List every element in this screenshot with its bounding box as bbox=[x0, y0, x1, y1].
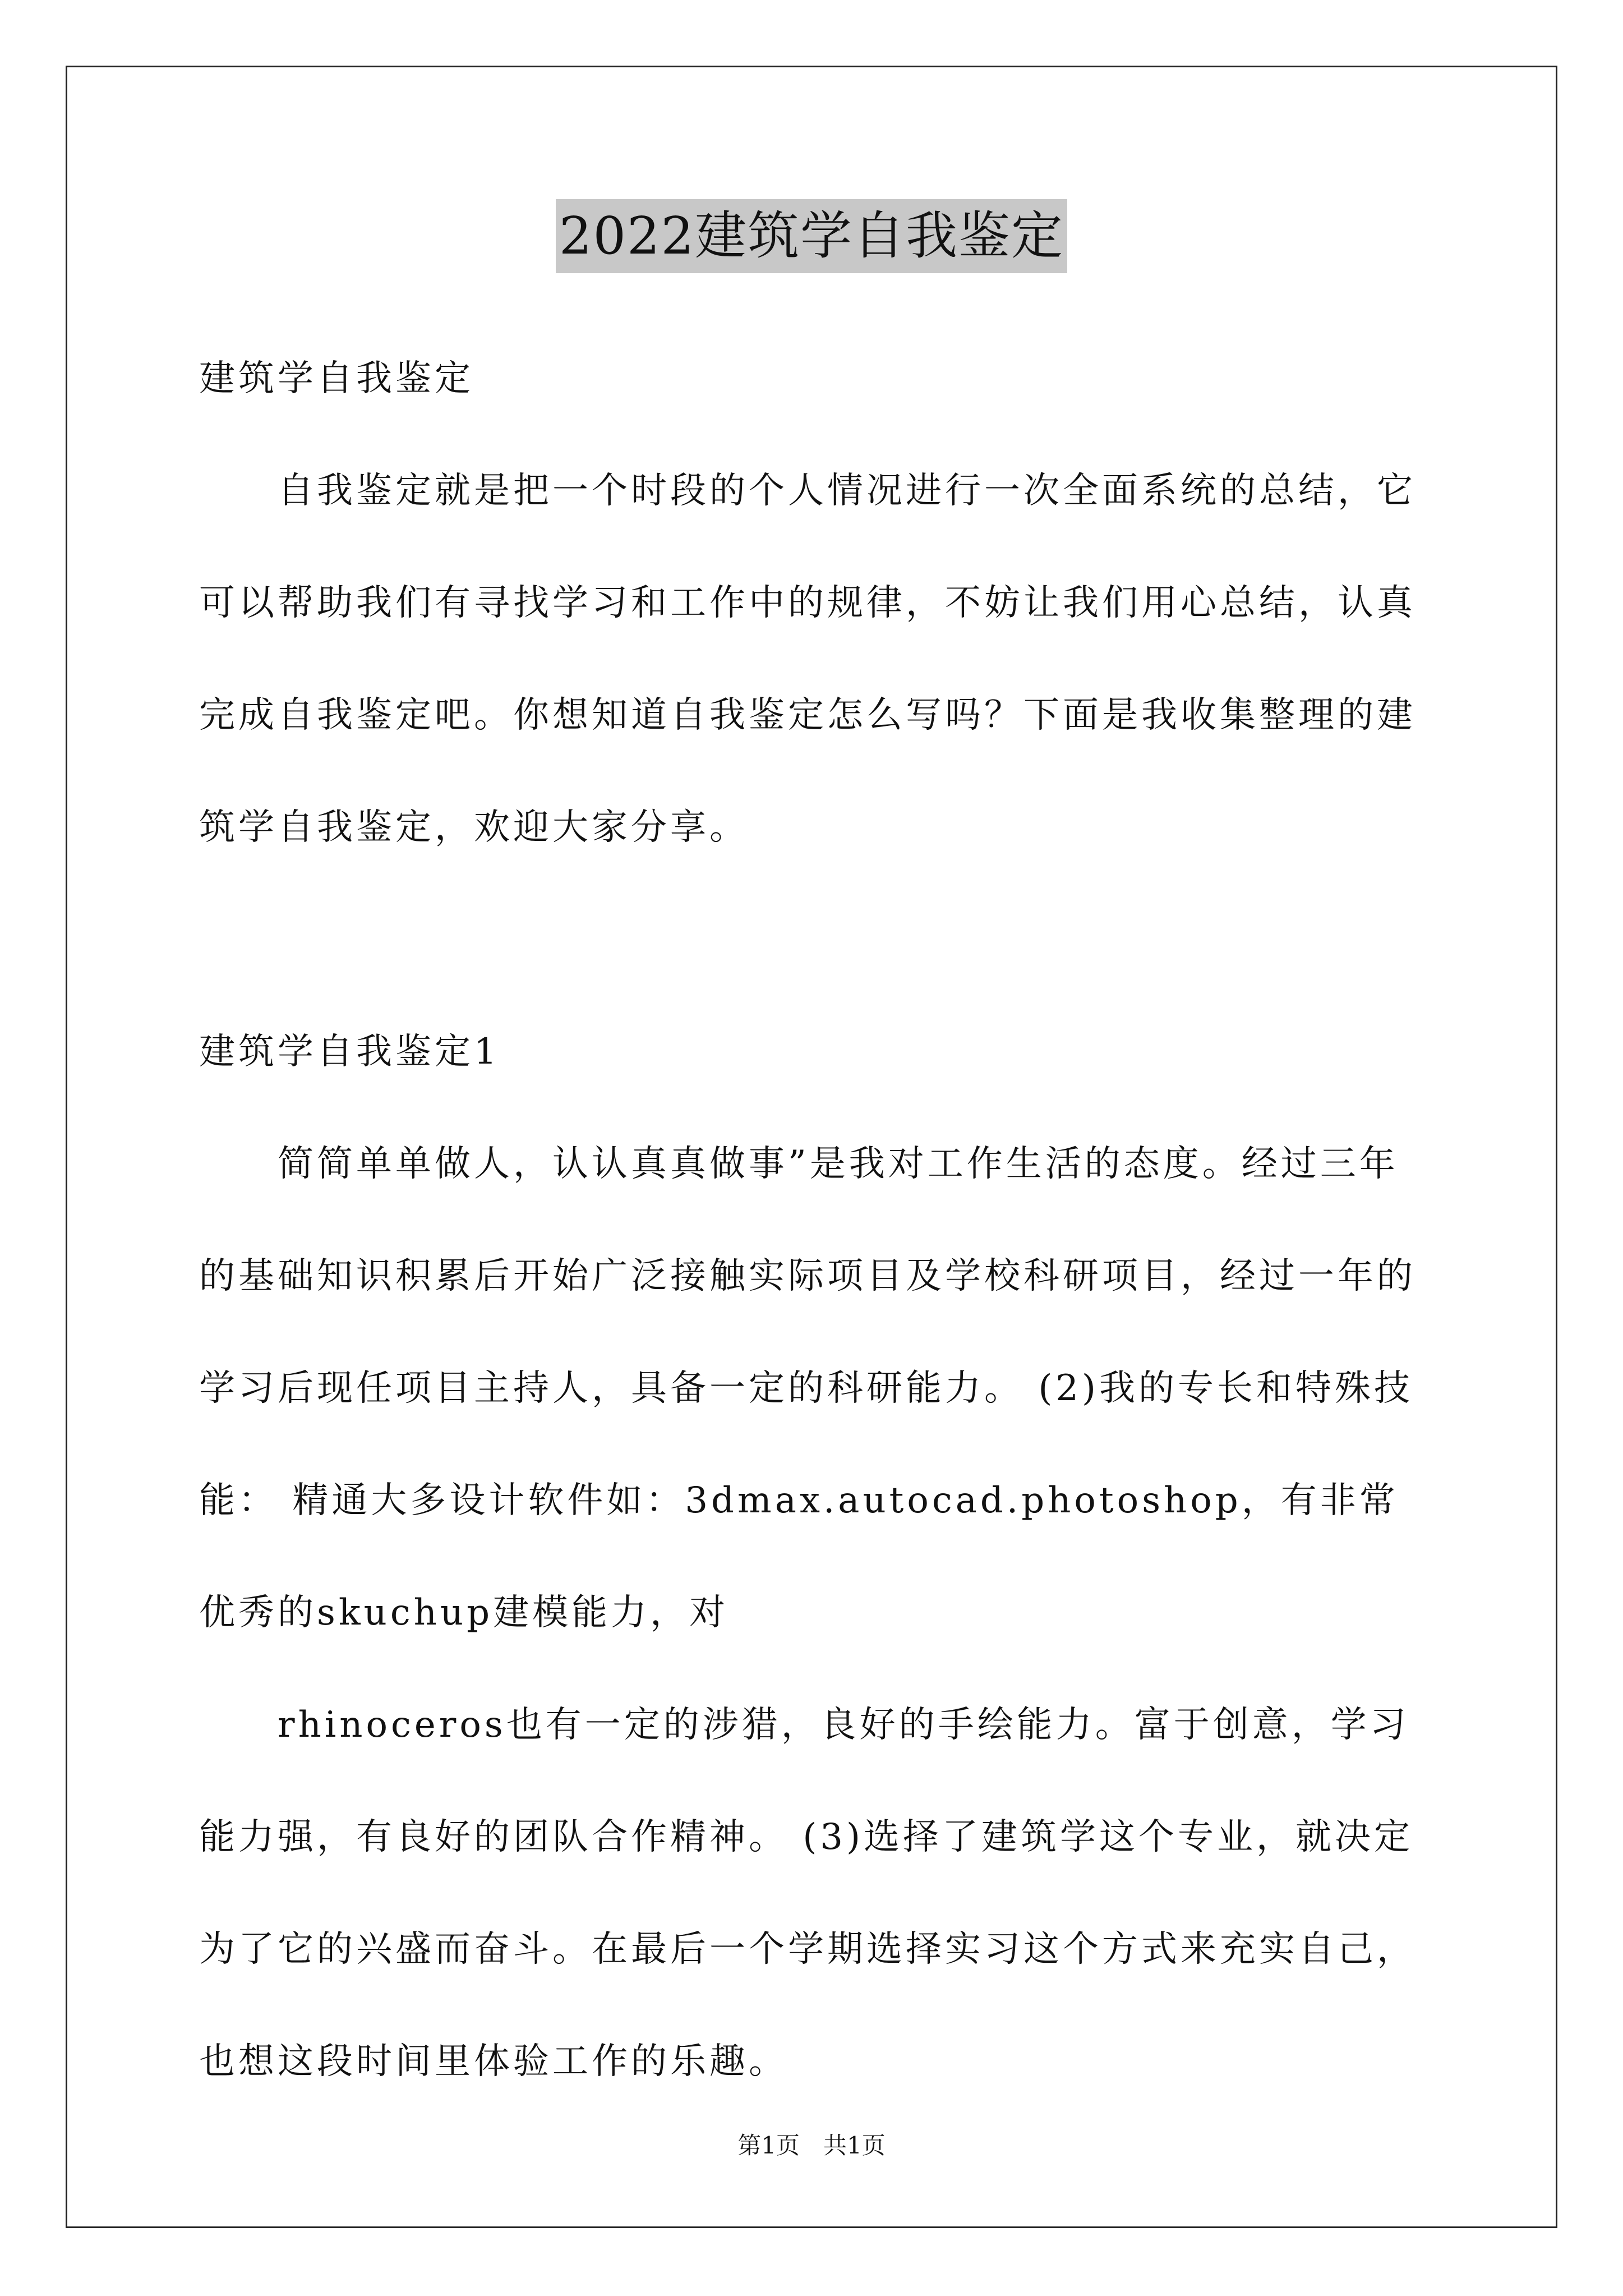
intro-heading: 建筑学自我鉴定 bbox=[199, 358, 474, 399]
document-title: 2022建筑学自我鉴定 bbox=[556, 199, 1067, 273]
section1-paragraph-2: rhinoceros也有一定的涉猎，良好的手绘能力。富于创意，学习能力强，有良好的团队合作精神。 (3)选择了建筑学这个专业，就决定为了它的兴盛而奋斗。在最后一个学期选择实习这个方式来充实自己，也想这段时间里体验工作的乐趣。 bbox=[199, 1704, 1416, 2082]
document-body bbox=[199, 323, 1433, 2118]
page-footer: 第1页 共1页 bbox=[737, 2132, 886, 2159]
title-container bbox=[0, 199, 1623, 273]
section-spacer bbox=[199, 884, 1433, 996]
section1-heading: 建筑学自我鉴定1 bbox=[199, 1031, 500, 1073]
section1-paragraph-1: 简简单单做人，认认真真做事”是我对工作生活的态度。经过三年的基础知识积累后开始广泛接触实际项目及学校科研项目，经过一年的学习后现任项目主持人，具备一定的科研能力。 (2)我的专长和特殊技能： 精通大多设计软件如：3dmax.autocad.photoshop，有非常优秀的skuchup建模能力，对 bbox=[199, 1143, 1416, 1634]
intro-paragraph: 自我鉴定就是把一个时段的个人情况进行一次全面系统的总结，它可以帮助我们有寻找学习和工作中的规律，不妨让我们用心总结，认真完成自我鉴定吧。你想知道自我鉴定怎么写吗？下面是我收集整理的建筑学自我鉴定，欢迎大家分享。 bbox=[199, 470, 1416, 848]
